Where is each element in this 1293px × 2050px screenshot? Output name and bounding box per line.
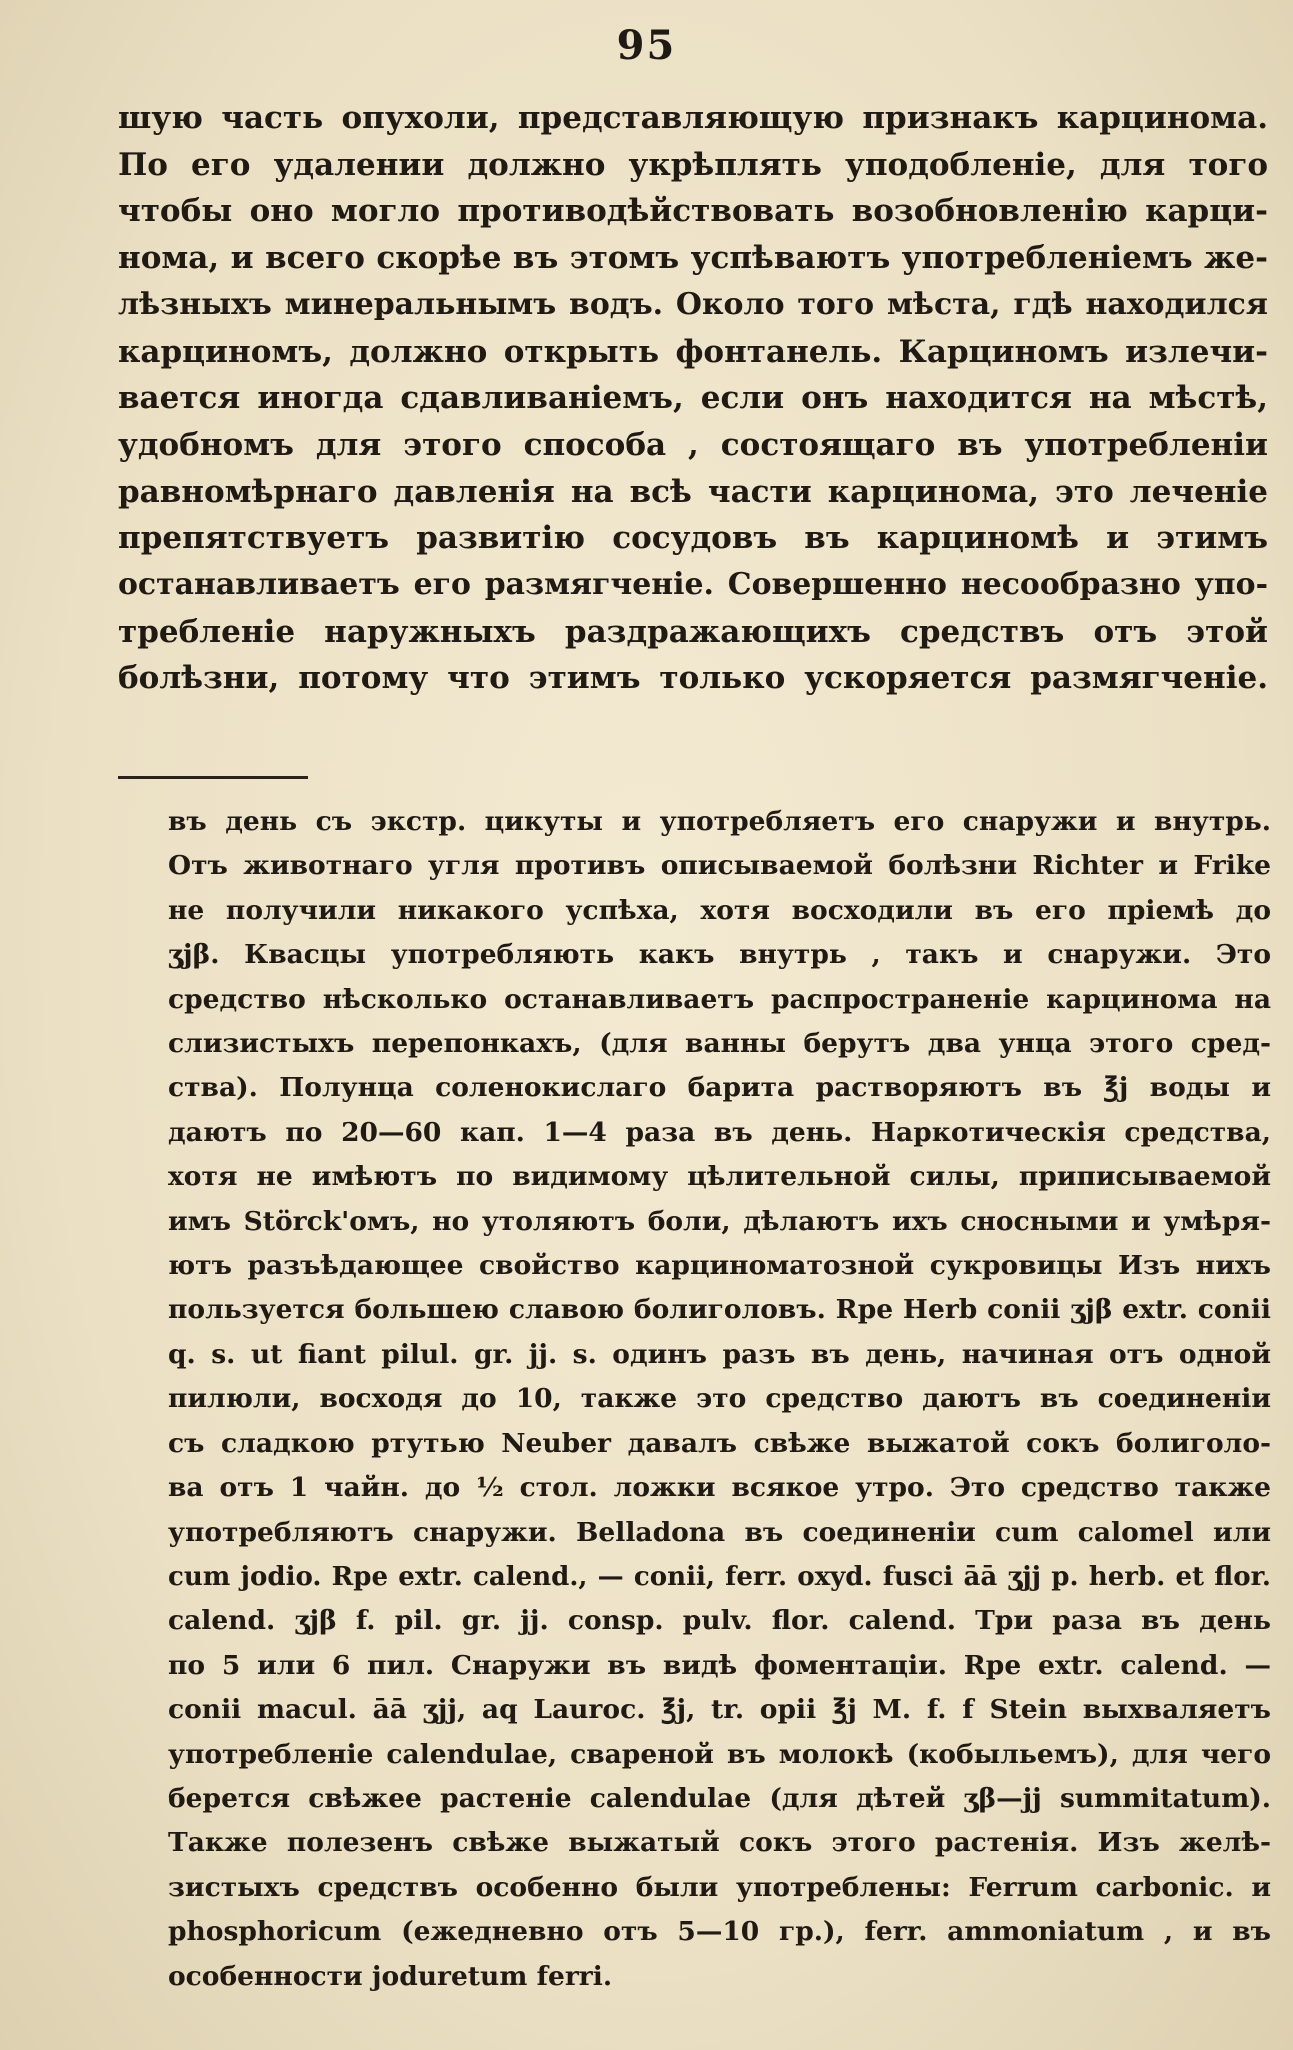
footnote-block (168, 800, 1271, 1999)
footnote-line: берется свѣжее растеніе calendulae (для дѣтей ʒβ—jj summitatum). (168, 1782, 1271, 1814)
footnote-line: средство нѣсколько останавливаетъ распространеніе карцинома на (168, 983, 1271, 1015)
main-text-line: равномѣрнаго давленія на всѣ части карцинома, это леченіе (118, 473, 1268, 510)
footnote-line: ютъ разъѣдающее свойство карциноматозной сукровицы Изъ нихъ (168, 1250, 1271, 1282)
footnote-line: употребленіе calendulae, свареной въ молокѣ (кобыльемъ), для чего (168, 1738, 1271, 1770)
main-text-line: препятствуетъ развитію сосудовъ въ карциномѣ и этимъ (118, 520, 1268, 557)
footnote-line: calend. ʒjβ f. pil. gr. jj. consp. pulv. flor. calend. Три раза въ день (168, 1605, 1271, 1637)
footnote-line: имъ Störck'омъ, но утоляютъ боли, дѣлаютъ ихъ сносными и умѣря- (168, 1205, 1271, 1237)
footnote-line: ства). Полунца соленокислаго барита растворяютъ въ ℥j воды и (168, 1072, 1271, 1104)
main-text-line: нома, и всего скорѣе въ этомъ успѣваютъ употребленіемъ же- (118, 240, 1268, 277)
main-text-line: По его удалении должно укрѣплять уподобленіе, для того (118, 146, 1268, 183)
footnote-line: по 5 или 6 пил. Снаружи въ видѣ фоментаціи. Rpe extr. calend. — (168, 1649, 1271, 1681)
footnote-line: употребляютъ снаружи. Belladona въ соединеніи cum calomel или (168, 1516, 1271, 1548)
page-number: 95 (616, 22, 677, 69)
footnote-line: хотя не имѣютъ по видимому цѣлительной силы, приписываемой (168, 1161, 1271, 1193)
footnote-line: cum jodio. Rpe extr. calend., — conii, ferr. oxyd. fusci āā ʒjj p. herb. et flor. (168, 1561, 1271, 1592)
footnote-line: пилюли, восходя до 10, также это средство даютъ въ соединеніи (168, 1383, 1271, 1415)
footnote-line: зистыхъ средствъ особенно были употреблены: Ferrum carbonic. и (168, 1871, 1271, 1903)
main-text-line: требленіе наружныхъ раздражающихъ средствъ отъ этой (118, 613, 1268, 650)
main-text-line: шую часть опухоли, представляющую признакъ карцинома. (118, 100, 1268, 136)
main-text-line: удобномъ для этого способа , состоящаго въ употребленіи (118, 426, 1268, 463)
main-text-block (118, 95, 1268, 702)
main-text-line: останавливаетъ его размягченіе. Совершенно несообразно упо- (118, 567, 1268, 603)
footnote-line: ва отъ 1 чайн. до ½ стол. ложки всякое утро. Это средство также (168, 1472, 1271, 1504)
footnote-line: особенности joduretum ferri. (168, 1960, 613, 1992)
main-text-line: лѣзныхъ минеральнымъ водъ. Около того мѣста, гдѣ находился (118, 286, 1268, 322)
footnote-line: не получили никакого успѣха, хотя восходили въ его пріемѣ до (168, 894, 1271, 926)
main-text-line: вается иногда сдавливаніемъ, если онъ находится на мѣстѣ, (118, 380, 1268, 417)
main-text-line: болѣзни, потому что этимъ только ускоряется размягченіе. (118, 660, 1268, 697)
footnote-line: q. s. ut fiant pilul. gr. jj. s. одинъ разъ въ день, начиная отъ одной (168, 1338, 1271, 1370)
footnote-line: Отъ животнаго угля противъ описываемой болѣзни Richter и Frike (168, 850, 1271, 882)
footnote-line: съ сладкою ртутью Neuber давалъ свѣже выжатой сокъ болиголо- (168, 1427, 1271, 1459)
footnote-line: слизистыхъ перепонкахъ, (для ванны берутъ два унца этого сред- (168, 1028, 1271, 1060)
footnote-separator (118, 776, 308, 779)
main-text-line: чтобы оно могло противодѣйствовать возобновленію карци- (118, 193, 1268, 230)
footnote-line: phosphoricum (ежедневно отъ 5—10 гр.), ferr. ammoniatum , и въ (168, 1916, 1271, 1948)
footnote-line: даютъ по 20—60 кап. 1—4 раза въ день. Наркотическія средства, (168, 1116, 1271, 1148)
footnote-line: Также полезенъ свѣже выжатый сокъ этого растенія. Изъ желѣ- (168, 1827, 1271, 1859)
footnote-line: въ день съ экстр. цикуты и употребляетъ его снаружи и внутрь. (168, 806, 1271, 837)
footnote-line: пользуется большею славою болиголовъ. Rpe Herb conii ʒjβ extr. conii (168, 1294, 1271, 1326)
main-text-line: карциномъ, должно открыть фонтанель. Карциномъ излечи- (118, 333, 1268, 370)
footnote-line: ʒjβ. Квасцы употребляють какъ внутрь , такъ и снаружи. Это (168, 939, 1271, 971)
footnote-line: conii macul. āā ʒjj, aq Lauroc. ℥j, tr. opii ℥j M. f. f Stein выхваляетъ (168, 1694, 1271, 1726)
